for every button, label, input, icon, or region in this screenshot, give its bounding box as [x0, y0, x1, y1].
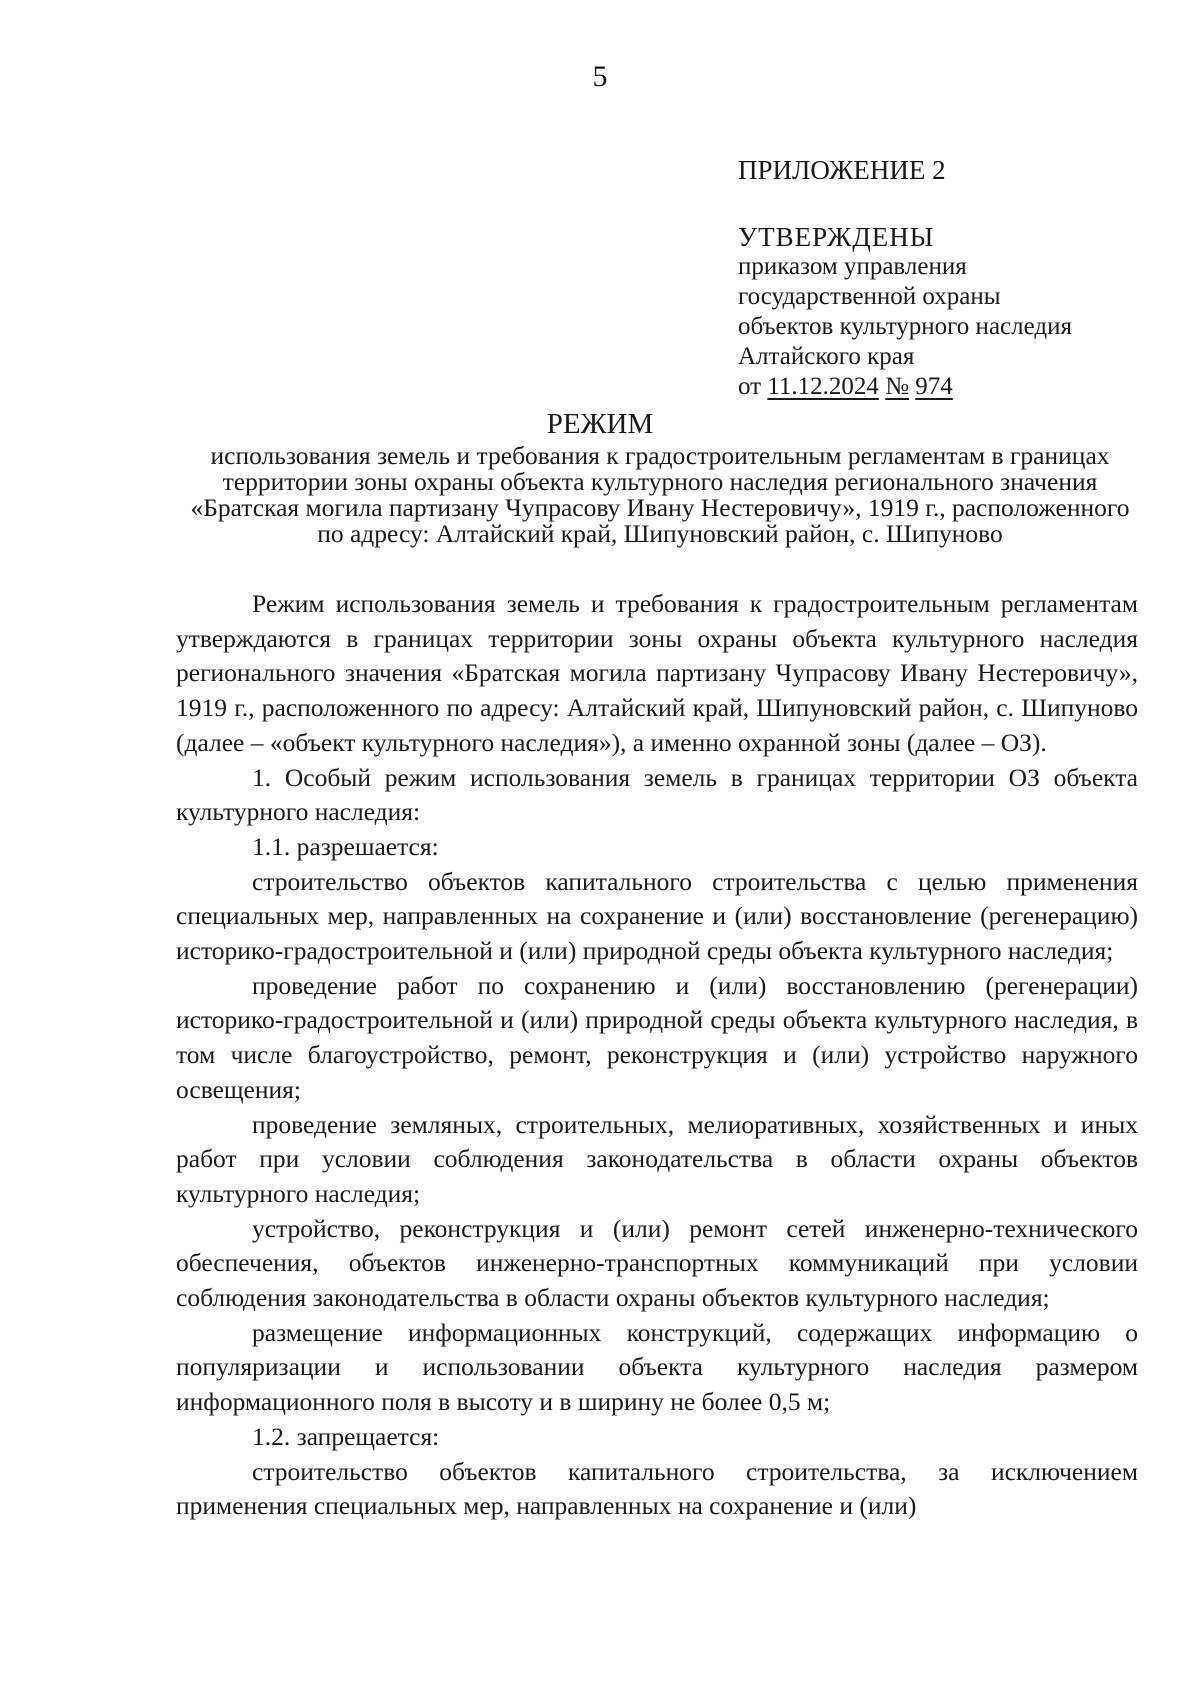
- approval-line: приказом управления: [738, 253, 967, 280]
- approval-block: [738, 222, 1178, 402]
- paragraph: 1.2. запрещается:: [252, 1421, 440, 1451]
- approval-line: государственной охраны: [738, 283, 1001, 310]
- paragraph: проведение работ по сохранению и (или) восстановлению (регенерации) историко-градостроительной и (или) природной среды объекта культурного наследия, в том числе благоустройство, ремонт, реконструкция и (или) устройство наружного освещения;: [176, 970, 1138, 1104]
- page-number: 5: [592, 60, 608, 93]
- paragraph: Режим использования земель и требования к градостроительным регламентам утверждаются в границах территории зоны охраны объекта культурного наследия регионального значения «Братская могила партизану Чупрасову Ивану Нестеровичу», 1919 г., расположенного по адресу: Алтайский край, Шипуновский район, с. Шипуново (далее – «объект культурного наследия»), а именно охранной зоны (далее – ОЗ).: [176, 589, 1138, 757]
- approval-line: Алтайского края: [738, 343, 915, 370]
- document-subtitle: использования земель и требования к градостроительным регламентам в границах территории зоны охраны объекта культурного наследия регионального значения «Братская могила партизану Чупрасову Ивану Нестеровичу», 1919 г., расположенного по адресу: Алтайский край, Шипуновский район, с. Шипуново: [190, 441, 1130, 548]
- paragraph: устройство, реконструкция и (или) ремонт сетей инженерно-технического обеспечения, объектов инженерно-транспортных коммуникаций при условии соблюдения законодательства в области охраны объектов культурного наследия;: [176, 1213, 1138, 1313]
- paragraph: 1.1. разрешается:: [252, 831, 439, 861]
- date-prefix: от: [738, 373, 762, 400]
- paragraph: 1. Особый режим использования земель в границах территории ОЗ объекта культурного наследия:: [176, 762, 1138, 827]
- paragraph: строительство объектов капитального строительства, за исключением применения специальных мер, направленных на сохранение и (или): [176, 1456, 1138, 1521]
- paragraph: проведение земляных, строительных, мелиоративных, хозяйственных и иных работ при условии соблюдения законодательства в области охраны объектов культурного наследия;: [176, 1109, 1138, 1208]
- document-body: [176, 587, 1138, 1524]
- approval-date-line: [738, 372, 1178, 402]
- order-number: 974: [915, 373, 953, 400]
- paragraph: строительство объектов капитального строительства с целью применения специальных мер, направленных на сохранение и (или) восстановление (регенерацию) историко-градостроительной и (или) природной среды объекта культурного наследия;: [176, 866, 1138, 966]
- annex-label: ПРИЛОЖЕНИЕ 2: [738, 155, 946, 185]
- number-sign: №: [885, 373, 910, 400]
- approval-line: объектов культурного наследия: [738, 313, 1072, 340]
- paragraph: размещение информационных конструкций, содержащих информацию о популяризации и использовании объекта культурного наследия размером информационного поля в высоту и в ширину не более 0,5 м;: [176, 1317, 1138, 1417]
- approval-heading: УТВЕРЖДЕНЫ: [738, 222, 935, 252]
- order-date: 11.12.2024: [767, 373, 879, 400]
- document-title: РЕЖИМ: [546, 408, 654, 440]
